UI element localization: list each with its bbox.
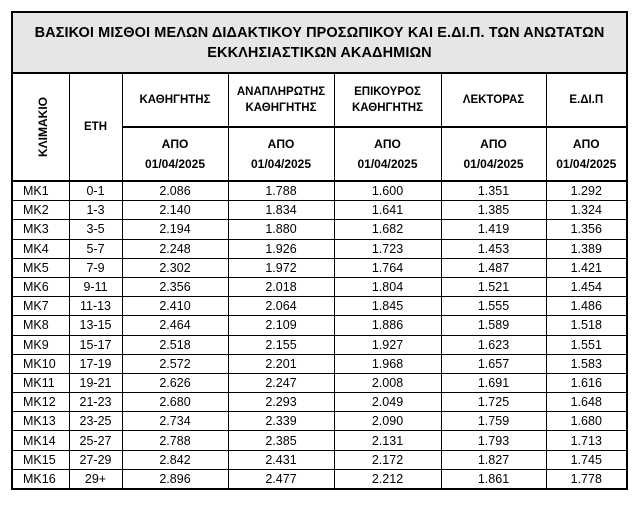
cell-salary: 1.421: [546, 258, 626, 277]
table-row: [13, 335, 626, 354]
table-row: [13, 354, 626, 373]
table-row: [13, 393, 626, 412]
cell-salary: 1.927: [334, 335, 441, 354]
cell-salary: 2.734: [122, 412, 228, 431]
cell-salary: 1.324: [546, 201, 626, 220]
cell-salary: 2.140: [122, 201, 228, 220]
cell-salary: 2.339: [228, 412, 334, 431]
date-label: ΑΠΟ: [161, 137, 189, 151]
cell-salary: 1.723: [334, 239, 441, 258]
table-row: [13, 469, 626, 488]
column-header-eti: ΕΤΗ: [69, 74, 122, 181]
cell-salary: 1.834: [228, 201, 334, 220]
date-value: 01/04/2025: [357, 157, 418, 171]
cell-klimakio: ΜΚ8: [13, 316, 69, 335]
cell-salary: 1.759: [441, 412, 546, 431]
cell-salary: 2.293: [228, 393, 334, 412]
cell-salary: 1.648: [546, 393, 626, 412]
cell-klimakio: ΜΚ4: [13, 239, 69, 258]
cell-salary: 2.431: [228, 450, 334, 469]
cell-klimakio: ΜΚ11: [13, 373, 69, 392]
cell-klimakio: ΜΚ1: [13, 181, 69, 201]
cell-eti: 7-9: [69, 258, 122, 277]
table-title: [13, 13, 626, 74]
table-body: [13, 181, 626, 488]
header-row-positions: [13, 74, 626, 127]
cell-salary: 1.745: [546, 450, 626, 469]
column-header-position: ΑΝΑΠΛΗΡΩΤΗΣ ΚΑΘΗΓΗΤΗΣ: [228, 74, 334, 127]
cell-salary: 1.600: [334, 181, 441, 201]
column-header-date: [334, 127, 441, 181]
table-row: [13, 431, 626, 450]
cell-salary: 2.248: [122, 239, 228, 258]
cell-salary: 2.626: [122, 373, 228, 392]
column-header-klimakio: [13, 74, 69, 181]
cell-eti: 29+: [69, 469, 122, 488]
cell-salary: 2.788: [122, 431, 228, 450]
date-value: 01/04/2025: [556, 157, 617, 171]
cell-salary: 2.302: [122, 258, 228, 277]
cell-salary: 2.572: [122, 354, 228, 373]
cell-eti: 9-11: [69, 277, 122, 296]
cell-salary: 2.842: [122, 450, 228, 469]
cell-klimakio: ΜΚ16: [13, 469, 69, 488]
cell-salary: 2.131: [334, 431, 441, 450]
cell-salary: 1.487: [441, 258, 546, 277]
cell-salary: 1.886: [334, 316, 441, 335]
cell-salary: 2.896: [122, 469, 228, 488]
cell-salary: 2.109: [228, 316, 334, 335]
cell-salary: 1.453: [441, 239, 546, 258]
cell-klimakio: ΜΚ12: [13, 393, 69, 412]
cell-klimakio: ΜΚ15: [13, 450, 69, 469]
date-label: ΑΠΟ: [267, 137, 295, 151]
cell-salary: 1.616: [546, 373, 626, 392]
cell-salary: 2.155: [228, 335, 334, 354]
cell-klimakio: ΜΚ3: [13, 220, 69, 239]
date-value: 01/04/2025: [463, 157, 524, 171]
cell-salary: 1.385: [441, 201, 546, 220]
cell-salary: 1.583: [546, 354, 626, 373]
column-header-date: [228, 127, 334, 181]
cell-salary: 1.641: [334, 201, 441, 220]
cell-salary: 2.477: [228, 469, 334, 488]
cell-salary: 2.008: [334, 373, 441, 392]
cell-eti: 5-7: [69, 239, 122, 258]
title-line-2: ΕΚΚΛΗΣΙΑΣΤΙΚΩΝ ΑΚΑΔΗΜΙΩΝ: [207, 44, 432, 61]
cell-salary: 1.827: [441, 450, 546, 469]
table-row: [13, 220, 626, 239]
cell-eti: 17-19: [69, 354, 122, 373]
cell-salary: 1.793: [441, 431, 546, 450]
cell-salary: 2.049: [334, 393, 441, 412]
cell-salary: 1.861: [441, 469, 546, 488]
cell-salary: 1.691: [441, 373, 546, 392]
column-header-date: [546, 127, 626, 181]
cell-eti: 25-27: [69, 431, 122, 450]
cell-klimakio: ΜΚ10: [13, 354, 69, 373]
cell-salary: 1.623: [441, 335, 546, 354]
table-row: [13, 239, 626, 258]
table-row: [13, 412, 626, 431]
cell-salary: 2.247: [228, 373, 334, 392]
salary-table-sheet: [11, 11, 628, 490]
cell-salary: 1.725: [441, 393, 546, 412]
date-label: ΑΠΟ: [374, 137, 401, 151]
table-row: [13, 450, 626, 469]
cell-klimakio: ΜΚ5: [13, 258, 69, 277]
cell-klimakio: ΜΚ6: [13, 277, 69, 296]
column-header-position: ΛΕΚΤΟΡΑΣ: [441, 74, 546, 127]
table-row: [13, 316, 626, 335]
cell-eti: 23-25: [69, 412, 122, 431]
cell-salary: 2.518: [122, 335, 228, 354]
cell-salary: 1.454: [546, 277, 626, 296]
cell-salary: 1.680: [546, 412, 626, 431]
cell-salary: 1.968: [334, 354, 441, 373]
cell-salary: 2.385: [228, 431, 334, 450]
cell-salary: 1.880: [228, 220, 334, 239]
cell-eti: 3-5: [69, 220, 122, 239]
cell-salary: 2.356: [122, 277, 228, 296]
cell-eti: 15-17: [69, 335, 122, 354]
column-header-position: Ε.ΔΙ.Π: [546, 74, 626, 127]
cell-eti: 21-23: [69, 393, 122, 412]
cell-salary: 1.845: [334, 297, 441, 316]
title-line-1: ΒΑΣΙΚΟΙ ΜΙΣΘΟΙ ΜΕΛΩΝ ΔΙΔΑΚΤΙΚΟΥ ΠΡΟΣΩΠΙΚΟΥ ΚΑΙ Ε.ΔΙ.Π. ΤΩΝ ΑΝΩΤΑΤΩΝ: [34, 24, 605, 41]
cell-salary: 1.764: [334, 258, 441, 277]
cell-salary: 1.788: [228, 181, 334, 201]
table-row: [13, 258, 626, 277]
table-row: [13, 277, 626, 296]
column-header-date: [441, 127, 546, 181]
cell-salary: 2.212: [334, 469, 441, 488]
cell-salary: 2.194: [122, 220, 228, 239]
cell-eti: 11-13: [69, 297, 122, 316]
cell-salary: 1.521: [441, 277, 546, 296]
cell-klimakio: ΜΚ9: [13, 335, 69, 354]
klimakio-label: ΚΛΙΜΑΚΙΟ: [36, 96, 50, 157]
date-value: 01/04/2025: [250, 157, 312, 171]
cell-salary: 1.551: [546, 335, 626, 354]
column-header-position: ΕΠΙΚΟΥΡΟΣ ΚΑΘΗΓΗΤΗΣ: [334, 74, 441, 127]
cell-salary: 2.172: [334, 450, 441, 469]
cell-salary: 2.201: [228, 354, 334, 373]
table-row: [13, 181, 626, 201]
cell-klimakio: ΜΚ14: [13, 431, 69, 450]
cell-eti: 19-21: [69, 373, 122, 392]
cell-salary: 2.064: [228, 297, 334, 316]
cell-eti: 0-1: [69, 181, 122, 201]
cell-klimakio: ΜΚ7: [13, 297, 69, 316]
cell-eti: 1-3: [69, 201, 122, 220]
cell-salary: 1.972: [228, 258, 334, 277]
cell-klimakio: ΜΚ2: [13, 201, 69, 220]
date-label: ΑΠΟ: [480, 137, 507, 151]
cell-salary: 1.419: [441, 220, 546, 239]
cell-salary: 1.486: [546, 297, 626, 316]
cell-salary: 1.589: [441, 316, 546, 335]
cell-salary: 2.090: [334, 412, 441, 431]
cell-salary: 1.713: [546, 431, 626, 450]
cell-eti: 13-15: [69, 316, 122, 335]
cell-salary: 2.464: [122, 316, 228, 335]
cell-eti: 27-29: [69, 450, 122, 469]
cell-salary: 1.682: [334, 220, 441, 239]
table-row: [13, 297, 626, 316]
cell-salary: 1.778: [546, 469, 626, 488]
column-header-position: ΚΑΘΗΓΗΤΗΣ: [122, 74, 228, 127]
cell-salary: 2.018: [228, 277, 334, 296]
cell-salary: 2.410: [122, 297, 228, 316]
cell-salary: 1.389: [546, 239, 626, 258]
cell-salary: 2.086: [122, 181, 228, 201]
cell-salary: 1.518: [546, 316, 626, 335]
cell-salary: 1.657: [441, 354, 546, 373]
date-label: ΑΠΟ: [572, 137, 600, 151]
column-header-date: [122, 127, 228, 181]
salary-table: [13, 74, 626, 488]
table-row: [13, 373, 626, 392]
cell-salary: 1.926: [228, 239, 334, 258]
cell-salary: 1.555: [441, 297, 546, 316]
cell-salary: 1.351: [441, 181, 546, 201]
table-row: [13, 201, 626, 220]
cell-salary: 2.680: [122, 393, 228, 412]
cell-salary: 1.804: [334, 277, 441, 296]
cell-salary: 1.292: [546, 181, 626, 201]
date-value: 01/04/2025: [144, 157, 206, 171]
cell-klimakio: ΜΚ13: [13, 412, 69, 431]
cell-salary: 1.356: [546, 220, 626, 239]
